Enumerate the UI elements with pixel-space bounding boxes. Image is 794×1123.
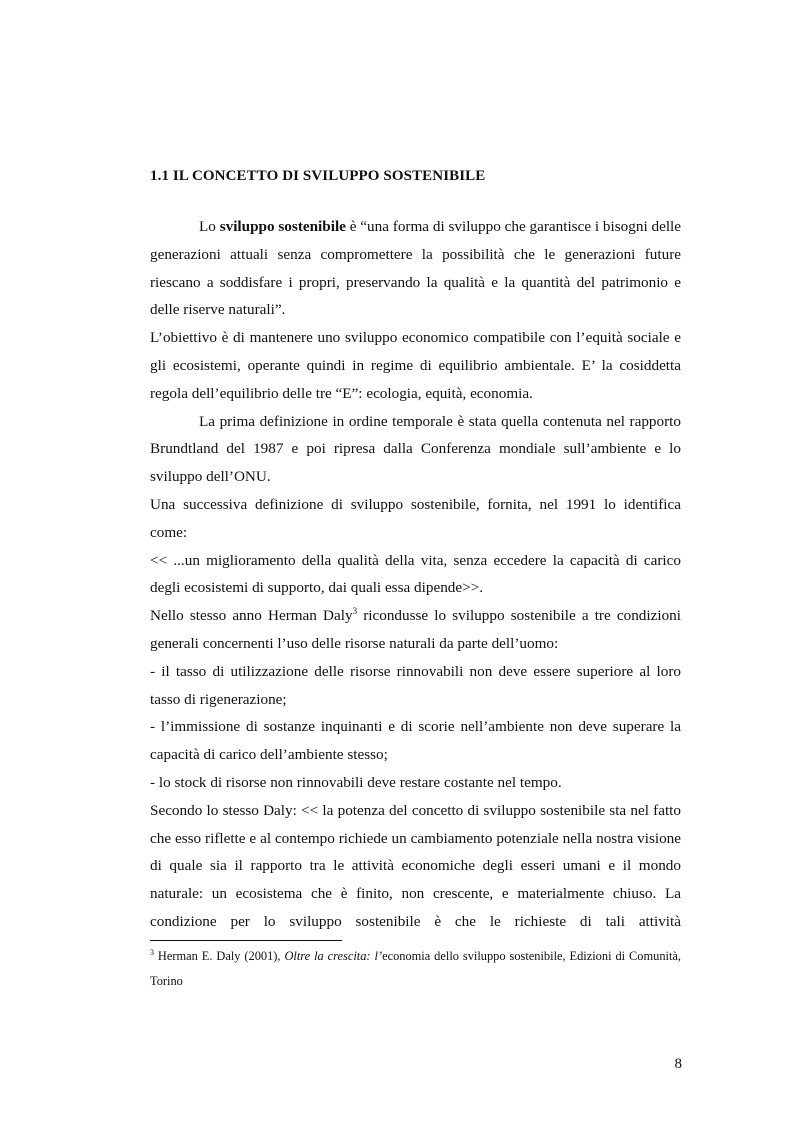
paragraph-daly-quote: Secondo lo stesso Daly: << la potenza del concetto di sviluppo sostenibile sta nel fatto che esso riflette e al contempo richiede un cambiamento potenziale nella nostra visione di quale sia il rapporto tra le attività economiche degli esseri umani e il mondo naturale: un ecosistema che è finito, non crescente, e materialmente chiuso. La condizione per lo sviluppo sostenibile è che le richieste di tali attività xyxy=(150,801,681,930)
term-sviluppo-sostenibile: sviluppo sostenibile xyxy=(219,218,346,235)
footnote-details: economia dello sviluppo sostenibile, Edizioni di Comunità, Torino xyxy=(150,949,681,988)
paragraph-brundtland: La prima definizione in ordine temporale è stata quella contenuta nel rapporto Brundtland del 1987 e poi ripresa dalla Conferenza mondiale sull’ambiente e lo sviluppo dell’ONU. xyxy=(150,412,681,486)
body-text xyxy=(150,213,681,936)
paragraph-definition xyxy=(150,213,681,324)
footnote-number: 3 xyxy=(150,947,154,957)
footnote-title: Oltre la crescita: l’ xyxy=(284,949,383,963)
footnote-divider xyxy=(150,940,342,941)
list-item-pollutants: - l’immissione di sostanze inquinanti e di scorie nell’ambiente non deve superare la capacità di carico dell’ambiente stesso; xyxy=(150,718,681,764)
paragraph-daly xyxy=(150,602,681,658)
footnote-author: Herman E. Daly (2001), xyxy=(154,949,285,963)
paragraph-daly-lead: Nello stesso anno Herman Daly xyxy=(150,607,353,625)
list-item-renewable: - il tasso di utilizzazione delle risorse rinnovabili non deve essere superiore al loro tasso di rigenerazione; xyxy=(150,662,681,708)
paragraph-1991-definition: Una successiva definizione di sviluppo sostenibile, fornita, nel 1991 lo identifica come: xyxy=(150,495,681,541)
list-item-non-renewable: - lo stock di risorse non rinnovabili deve restare costante nel tempo. xyxy=(150,773,562,791)
paragraph-daly-rest: ricondusse lo sviluppo sostenibile a tre condizioni generali concernenti l’uso delle risorse naturali da parte dell’uomo: xyxy=(150,607,681,652)
paragraph-definition-lead: Lo xyxy=(199,218,220,235)
paragraph-quote: << ...un miglioramento della qualità della vita, senza eccedere la capacità di carico degli ecosistemi di supporto, dai quali essa dipende>>. xyxy=(150,551,681,597)
section-heading: 1.1 IL CONCETTO DI SVILUPPO SOSTENIBILE xyxy=(150,168,486,184)
paragraph-definition-rest: è “una forma di sviluppo che garantisce i bisogni delle generazioni attuali senza compromettere la possibilità che le generazioni future riescano a soddisfare i propri, preservando la qualità e la quantità del patrimonio e delle riserve naturali”. xyxy=(150,218,681,319)
footnote-reference: 3 xyxy=(352,606,358,617)
footnote xyxy=(150,944,681,994)
paragraph-objective: L’obiettivo è di mantenere uno sviluppo economico compatibile con l’equità sociale e gli ecosistemi, operante quindi in regime di equilibrio ambientale. E’ la cosiddetta regola dell’equilibrio delle tre “E”: ecologia, equità, economia. xyxy=(150,329,681,402)
page-number: 8 xyxy=(674,1056,682,1072)
